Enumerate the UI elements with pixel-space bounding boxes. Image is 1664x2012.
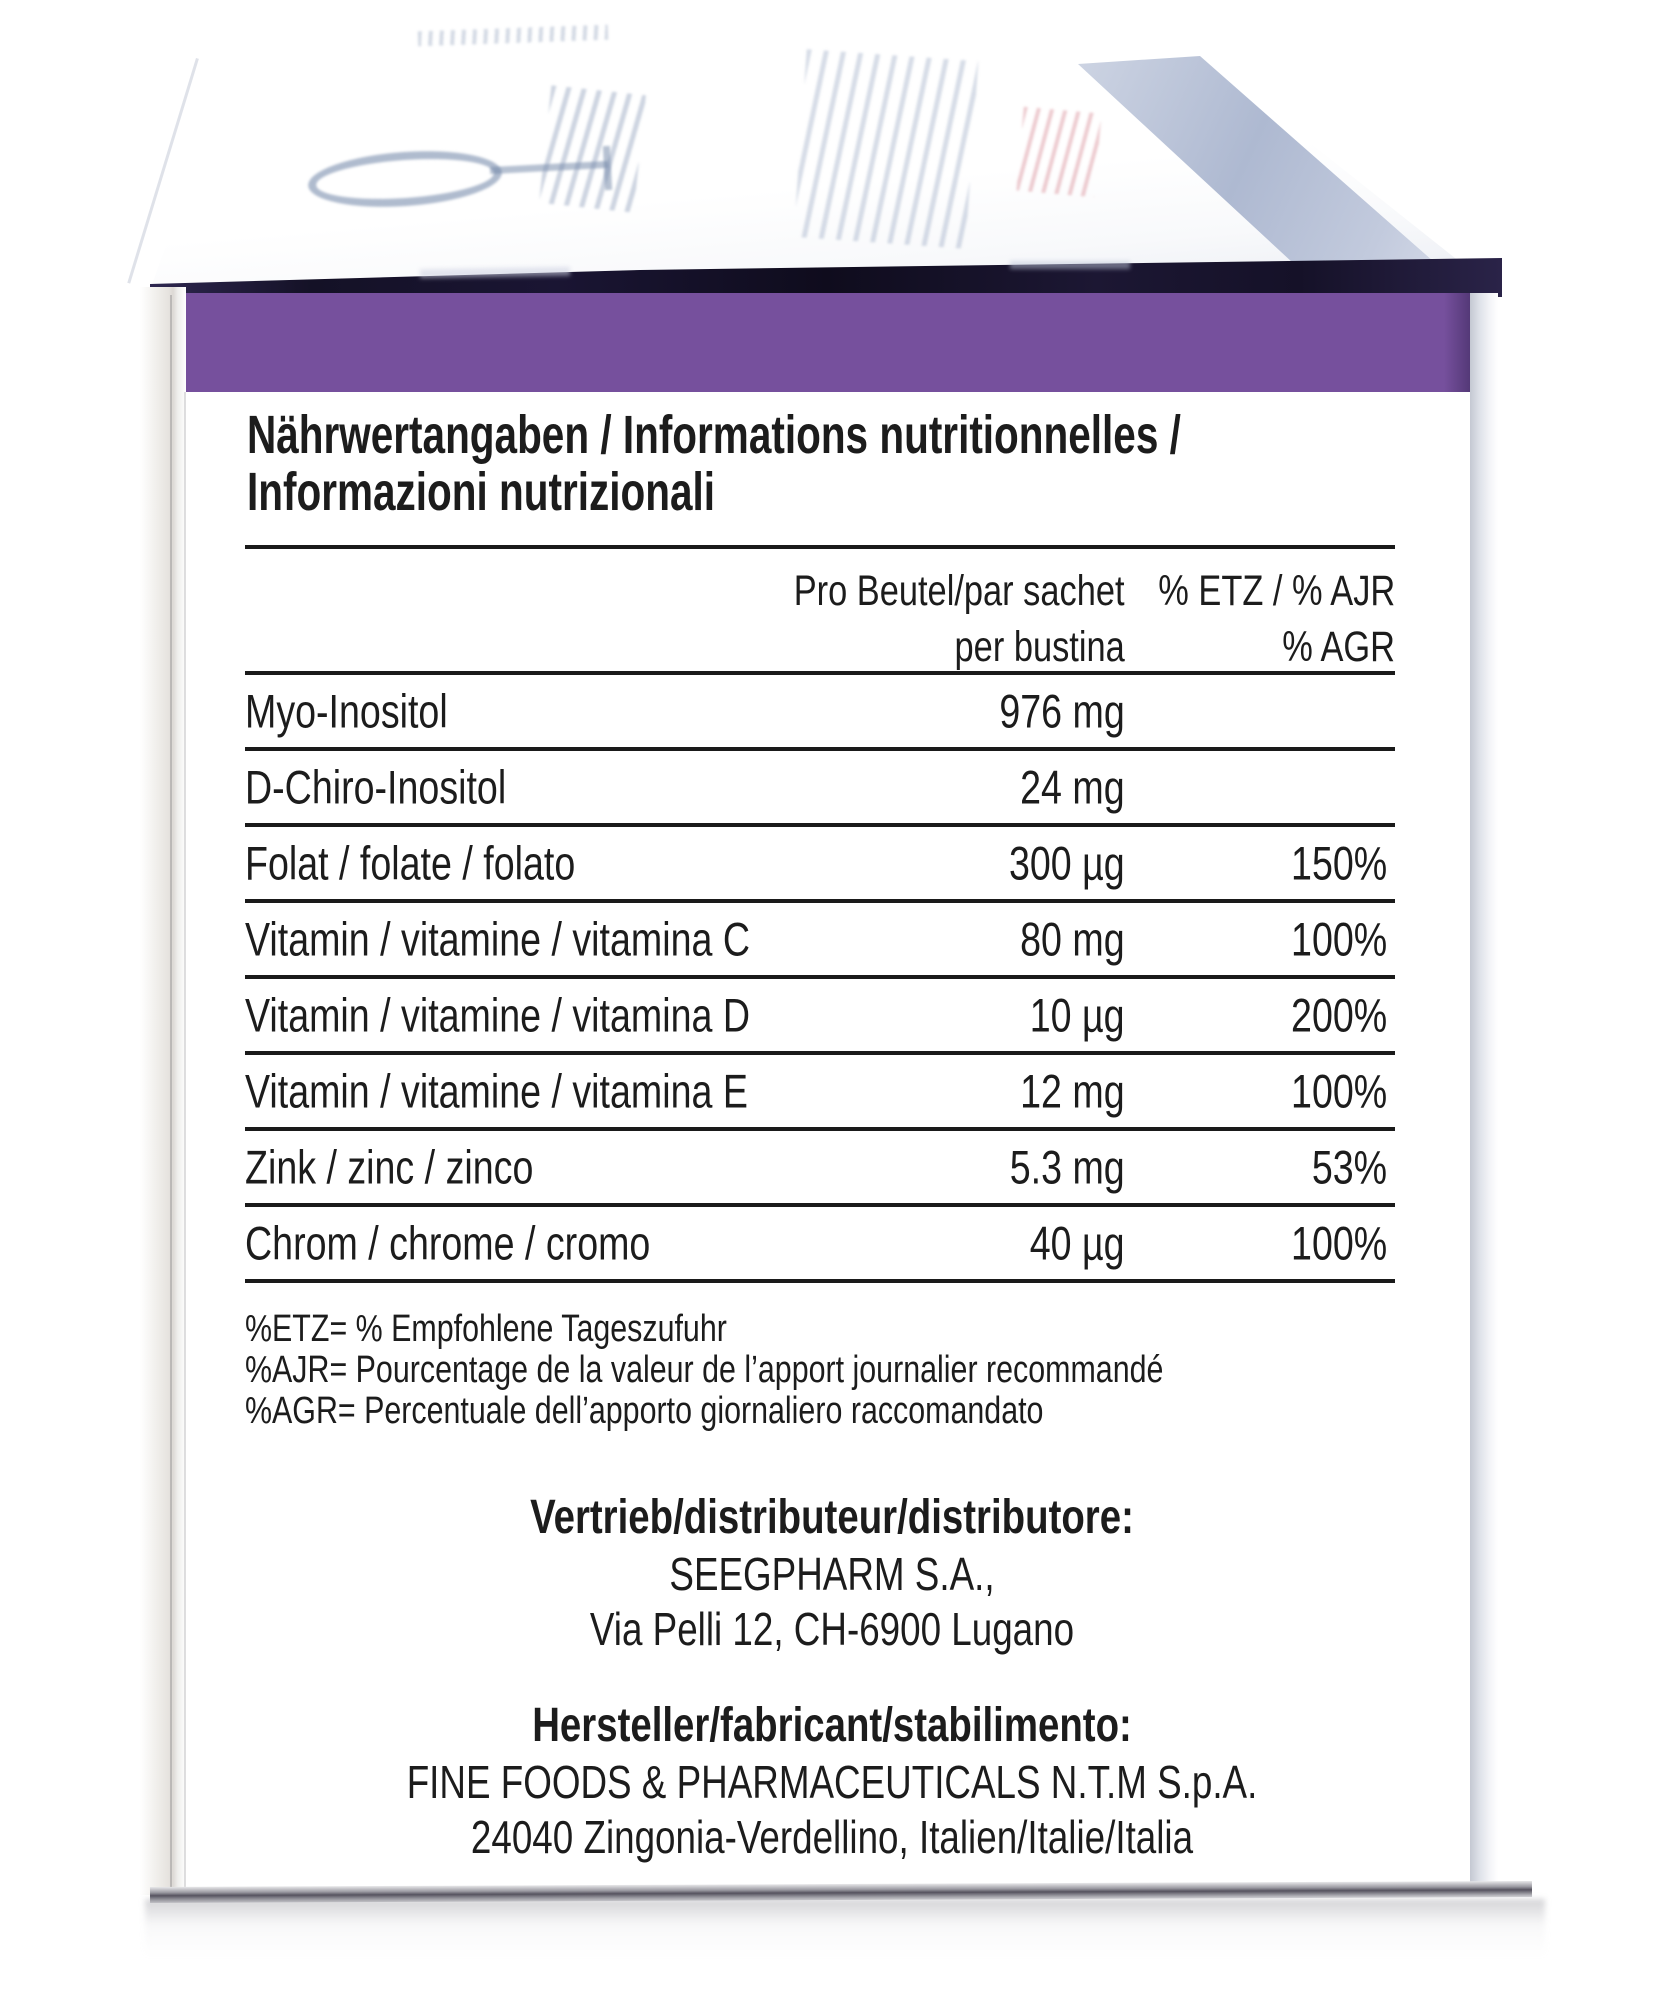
nutrient-amount: 24 mg [1020, 760, 1125, 814]
box-left-crease [184, 392, 186, 1887]
percent-header-line1: % ETZ / % AJR [1157, 567, 1395, 615]
panel-title [247, 407, 1492, 521]
distributor-name: SEEGPHARM S.A., [669, 1548, 995, 1600]
nutrient-amount: 12 mg [1020, 1064, 1125, 1118]
box-right-edge [1470, 293, 1498, 1892]
nutrient-percent: 100% [1290, 1216, 1387, 1270]
nutrient-name: Vitamin / vitamine / vitamina E [245, 1064, 748, 1118]
box-bottom-shadow [145, 1899, 1545, 1957]
lid-ghost-text-2 [794, 49, 979, 249]
percent-column-header [1099, 563, 1395, 675]
table-row [245, 1131, 1395, 1207]
nutrient-amount: 10 µg [1030, 988, 1125, 1042]
brand-purple-band [152, 293, 1470, 392]
nutrient-percent: 53% [1311, 1140, 1387, 1194]
foil-glint [1010, 261, 1130, 269]
table-row [245, 675, 1395, 751]
nutrient-percent: 200% [1290, 988, 1387, 1042]
manufacturer-block [192, 1697, 1472, 1865]
table-row [245, 979, 1395, 1055]
nutrient-percent: 100% [1290, 912, 1387, 966]
nutrient-name: Vitamin / vitamine / vitamina D [245, 988, 750, 1042]
nutrient-name: D-Chiro-Inositol [245, 760, 507, 814]
nutrient-amount: 80 mg [1020, 912, 1125, 966]
footnote-agr: %AGR= Percentuale dell’apporto giornaliero raccomandato [245, 1390, 1044, 1432]
lid-ghost-text-1 [539, 85, 646, 212]
distributor-heading: Vertrieb/distributeur/distributore: [530, 1491, 1134, 1544]
footnote-ajr: %AJR= Pourcentage de la valeur de l’apport journalier recommandé [245, 1349, 1164, 1391]
nutrient-name: Chrom / chrome / cromo [245, 1216, 651, 1270]
table-row [245, 1207, 1395, 1283]
nutrient-name: Myo-Inositol [245, 684, 448, 738]
distributor-block [192, 1489, 1472, 1657]
nutrient-percent: 150% [1290, 836, 1387, 890]
panel-title-line1: Nährwertangaben / Informations nutritionnelles / [247, 405, 1181, 465]
table-row [245, 1055, 1395, 1131]
manufacturer-name: FINE FOODS & PHARMACEUTICALS N.T.M S.p.A. [406, 1756, 1258, 1808]
table-row [245, 751, 1395, 827]
footnotes [245, 1309, 1393, 1432]
footnote-etz: %ETZ= % Empfohlene Tageszufuhr [245, 1308, 727, 1350]
nutrient-percent: 100% [1290, 1064, 1387, 1118]
nutrient-name: Zink / zinc / zinco [245, 1140, 534, 1194]
table-row [245, 827, 1395, 903]
distributor-address: Via Pelli 12, CH-6900 Lugano [589, 1603, 1075, 1655]
nutrient-name: Vitamin / vitamine / vitamina C [245, 912, 750, 966]
panel-title-line2: Informazioni nutrizionali [247, 462, 715, 522]
amount-header-line2: per bustina [954, 623, 1125, 671]
nutrition-table [245, 545, 1395, 1283]
manufacturer-heading: Hersteller/fabricant/stabilimento: [532, 1699, 1132, 1752]
table-row [245, 903, 1395, 979]
nutrient-amount: 300 µg [1009, 836, 1125, 890]
amount-header-line1: Pro Beutel/par sachet [794, 567, 1125, 615]
nutrient-amount: 5.3 mg [1010, 1140, 1125, 1194]
manufacturer-address: 24040 Zingonia-Verdellino, Italien/Italie/Italia [470, 1811, 1194, 1863]
amount-column-header [711, 563, 1125, 675]
lid-ghost-text-pink [1016, 107, 1101, 197]
table-header [245, 549, 1395, 675]
box-left-edge [140, 287, 186, 1895]
percent-header-line2: % AGR [1282, 623, 1395, 671]
box-left-crease [170, 295, 172, 1887]
nutrient-amount: 40 µg [1030, 1216, 1125, 1270]
lid-ghost-text-small [418, 25, 608, 47]
nutrient-name: Folat / folate / folato [245, 836, 576, 890]
nutrient-amount: 976 mg [999, 684, 1125, 738]
